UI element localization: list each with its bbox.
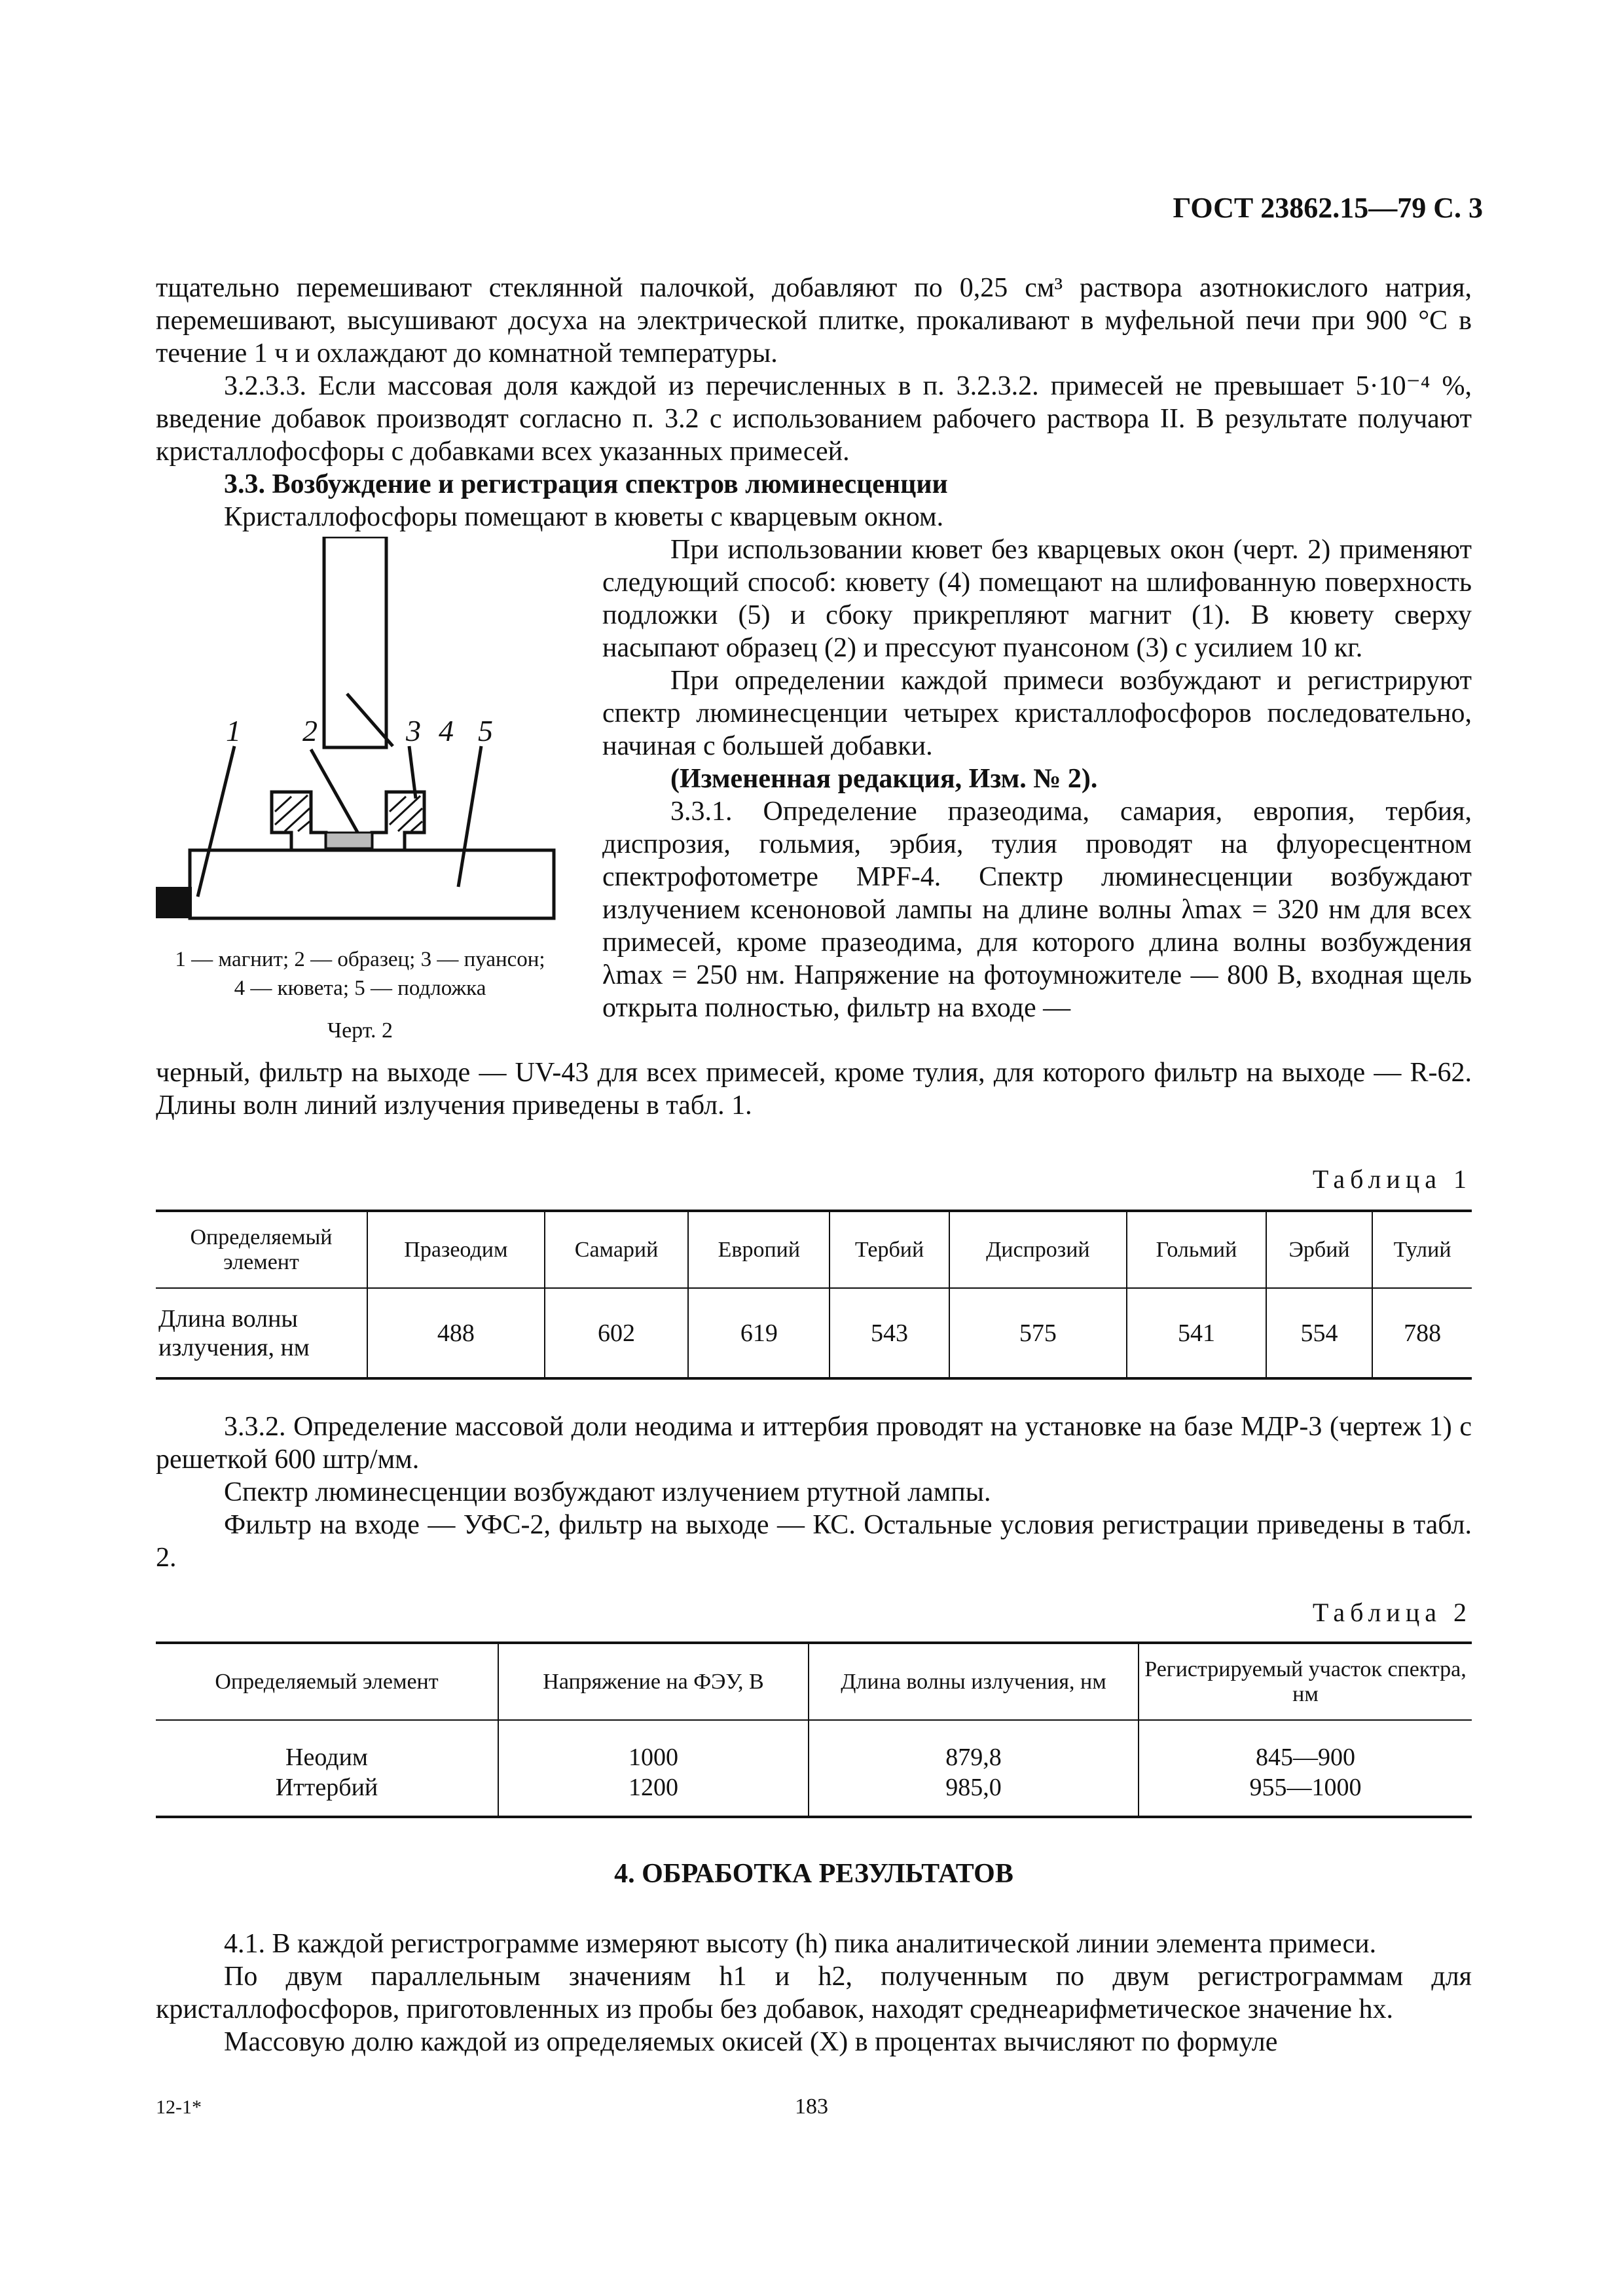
- table1-cell: 602: [545, 1288, 689, 1378]
- table2-caption: Таблица 2: [1312, 1598, 1472, 1627]
- text-block-top: [156, 272, 1472, 533]
- section-33-title: 3.3. Возбуждение и регистрация спектров люминесценции: [224, 469, 948, 499]
- text-block-331-cont: [156, 1056, 1472, 1122]
- paragraph-excitation: При определении каждой примеси возбуждают и регистрируют спектр люминесценции четырех кристаллофосфоров последовательно, начиная с большей добавки.: [602, 666, 1472, 761]
- figure-caption-line1: 1 — магнит; 2 — образец; 3 — пуансон;: [175, 948, 545, 971]
- table1-cell: 554: [1266, 1288, 1372, 1378]
- table1-col: Диспрозий: [949, 1211, 1127, 1288]
- table2-header-cell: Напряжение на ФЭУ, В: [498, 1643, 809, 1720]
- paragraph-332b: Спектр люминесценции возбуждают излучением ртутной лампы.: [224, 1477, 991, 1507]
- figure-title: Черт. 2: [327, 1018, 393, 1043]
- table2-cell: 879,8: [809, 1720, 1139, 1772]
- page-number: 183: [795, 2094, 828, 2119]
- table1-header-row: [156, 1211, 1472, 1288]
- table2-header-row: [156, 1643, 1472, 1720]
- paragraph-331: 3.3.1. Определение празеодима, самария, европия, тербия, диспрозия, гольмия, эрбия, тулия проводят на флуоресцентном спектрофотометре MPF-4. Спектр люминесценции возбуждают излучением ксеноновой лампы на длине волны λmax = 320 нм для всех примесей, кроме празеодима, для которого длина волны возбуждения λmax = 250 нм. Напряжение на фотоумножителе — 800 В, входная щель открыта полностью, фильтр на входе —: [602, 797, 1472, 1023]
- table1-cell: 488: [367, 1288, 545, 1378]
- table2-cell: 1000: [498, 1720, 809, 1772]
- table-2: [156, 1641, 1472, 1818]
- cuvette-figure: [151, 537, 570, 942]
- table2-cell: 845—900: [1256, 1744, 1355, 1771]
- label-3: 3: [406, 714, 421, 747]
- table1-col: Самарий: [545, 1211, 689, 1288]
- table2-header-cell: Определяемый элемент: [156, 1643, 498, 1720]
- table1-col: Гольмий: [1127, 1211, 1266, 1288]
- table2-cell: 1200: [498, 1772, 809, 1817]
- magnet-rect: [156, 887, 192, 918]
- paragraph-41: 4.1. В каждой регистрограмме измеряют высоту (h) пика аналитической линии элемента примеси.: [224, 1929, 1377, 1959]
- paragraph-332: 3.3.2. Определение массовой доли неодима и иттербия проводят на установке на базе МДР-3 (чертеж 1) с решеткой 600 штр/мм.: [156, 1412, 1472, 1475]
- table2-cell: Неодим: [156, 1720, 498, 1772]
- paragraph-33-1: Кристаллофосфоры помещают в кюветы с кварцевым окном.: [224, 502, 944, 532]
- table1-value-row: [156, 1288, 1472, 1378]
- table1-col: Европий: [688, 1211, 830, 1288]
- text-block-332: [156, 1410, 1472, 1574]
- paragraph-41c: Массовую долю каждой из определяемых окисей (X) в процентах вычисляют по формуле: [224, 2027, 1278, 2057]
- table1-col: Тулий: [1372, 1211, 1472, 1288]
- label-2: 2: [302, 714, 318, 747]
- table2-cell: 985,0: [809, 1772, 1139, 1817]
- page-header: ГОСТ 23862.15—79 С. 3: [1173, 192, 1483, 224]
- right-column: [602, 533, 1472, 1024]
- substrate-rect: [190, 850, 554, 918]
- figure-caption: [151, 945, 570, 1003]
- table1-col: Тербий: [830, 1211, 949, 1288]
- table1-cell: 575: [949, 1288, 1127, 1378]
- table2-header-cell: Длина волны излучения, нм: [809, 1643, 1139, 1720]
- table1-row-label: Длина волны излучения, нм: [156, 1288, 367, 1378]
- label-5: 5: [478, 714, 493, 747]
- table1-cell: 541: [1127, 1288, 1266, 1378]
- figure-caption-line2: 4 — кювета; 5 — подложка: [234, 977, 486, 1000]
- section-4-title: 4. ОБРАБОТКА РЕЗУЛЬТАТОВ: [614, 1859, 1013, 1889]
- table1-caption: Таблица 1: [1312, 1164, 1472, 1194]
- label-4: 4: [439, 714, 454, 747]
- table2-row: [156, 1720, 1472, 1772]
- table1-col: Эрбий: [1266, 1211, 1372, 1288]
- table2-cell: Иттербий: [156, 1772, 498, 1817]
- paragraph-331-cont: черный, фильтр на выходе — UV-43 для всех примесей, кроме тулия, для которого фильтр на выходе — R-62. Длины волн линий излучения приведены в табл. 1.: [156, 1058, 1472, 1121]
- paragraph-332c: Фильтр на входе — УФС-2, фильтр на выходе — КС. Остальные условия регистрации приведены в табл. 2.: [156, 1510, 1472, 1573]
- edit-note: (Измененная редакция, Изм. № 2).: [670, 764, 1098, 794]
- table1-cell: 788: [1372, 1288, 1472, 1378]
- table2-header-cell: Регистрируемый участок спектра, нм: [1139, 1643, 1472, 1720]
- paragraph-41b: По двум параллельным значениям h1 и h2, полученным по двум регистрограммам для кристаллофосфоров, приготовленных из пробы без добавок, находят среднеарифметическое значение hx.: [156, 1962, 1472, 2024]
- table-1: [156, 1210, 1472, 1380]
- table2-cell: 955—1000: [1249, 1774, 1362, 1801]
- punch-rect: [324, 537, 386, 747]
- table1-cell: 619: [688, 1288, 830, 1378]
- text-block-41: [156, 1928, 1472, 2058]
- table2-row: [156, 1772, 1472, 1817]
- paragraph-3233: 3.2.3.3. Если массовая доля каждой из перечисленных в п. 3.2.3.2. примесей не превышает 5·10⁻⁴ %, введение добавок производят согласно п. 3.2 с использованием рабочего раствора II. В результате получают кристаллофосфоры с добавками всех указанных примесей.: [156, 371, 1472, 467]
- table1-cell: 543: [830, 1288, 949, 1378]
- paragraph-cuvette: При использовании кювет без кварцевых окон (черт. 2) применяют следующий способ: кювету (4) помещают на шлифованную поверхность подложки (5) и сбоку прикрепляют магнит (1). В кювету сверху насыпают образец (2) и прессуют пуансоном (3) с усилием 10 кг.: [602, 535, 1472, 663]
- table1-col: Празеодим: [367, 1211, 545, 1288]
- paragraph-top: тщательно перемешивают стеклянной палочкой, добавляют по 0,25 см³ раствора азотнокислого натрия, перемешивают, высушивают досуха на электрической плитке, прокаливают в муфельной печи при 900 °С в течение 1 ч и охлаждают до комнатной температуры.: [156, 273, 1472, 368]
- footer-code: 12-1*: [156, 2096, 202, 2118]
- label-1: 1: [226, 714, 241, 747]
- sample-rect: [326, 833, 372, 848]
- table1-header-label: Определяемый элемент: [156, 1211, 367, 1288]
